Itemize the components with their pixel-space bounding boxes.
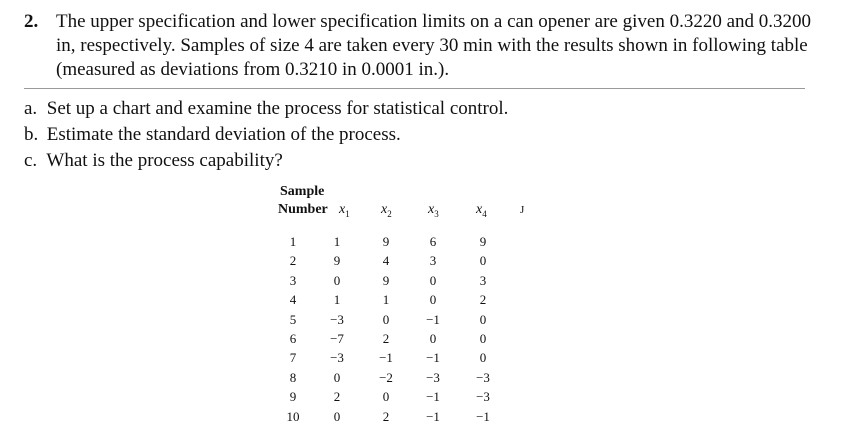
- x2-cell: 0: [382, 311, 390, 327]
- part-c: [24, 148, 508, 174]
- sample-number-cell: 2: [289, 253, 297, 269]
- x4-cell: −3: [476, 369, 490, 385]
- divider: [24, 88, 805, 89]
- x4-cell: 0: [479, 350, 487, 366]
- problem-number: 2.: [24, 11, 39, 32]
- x4-cell: 9: [479, 234, 487, 249]
- x3-cell: −1: [426, 389, 440, 405]
- x1-cell: −7: [330, 330, 344, 346]
- part-b: [24, 122, 508, 148]
- x1-cell: −3: [330, 350, 344, 366]
- table-row: [276, 234, 506, 253]
- x1-cell: 0: [333, 272, 341, 288]
- table-row: [276, 253, 506, 272]
- x2-cell: −2: [379, 369, 393, 385]
- part-a-text: Set up a chart and examine the process for statistical control.: [46, 98, 509, 119]
- x3-cell: −1: [426, 350, 440, 366]
- x2-cell: 9: [382, 272, 390, 288]
- sample-number-cell: 10: [286, 408, 300, 424]
- table-row: [276, 389, 506, 408]
- stray-mark: J: [520, 204, 525, 216]
- header-row: [276, 202, 536, 220]
- x3-cell: −3: [426, 369, 440, 385]
- x4-cell: 0: [479, 330, 487, 346]
- table-row: [276, 409, 506, 428]
- x4-cell: 3: [479, 272, 487, 288]
- sample-number-cell: 7: [289, 350, 297, 366]
- table-row: [276, 331, 506, 350]
- part-b-text: Estimate the standard deviation of the process.: [46, 124, 401, 145]
- question-parts: [24, 96, 508, 174]
- sample-number-cell: 8: [289, 369, 297, 385]
- x2-cell: 4: [382, 253, 390, 269]
- table-row: [276, 292, 506, 311]
- x1-cell: 0: [333, 369, 341, 385]
- x2-cell: 9: [382, 234, 390, 249]
- header-x3: $x_3$: [428, 202, 439, 219]
- x3-cell: 0: [429, 272, 437, 288]
- part-a: [24, 96, 508, 122]
- table-row: [276, 350, 506, 369]
- header-x1: $x_1$: [339, 202, 350, 219]
- sample-number-cell: 9: [289, 389, 297, 405]
- table-body: [276, 234, 506, 428]
- x3-cell: 0: [429, 292, 437, 308]
- x4-cell: −3: [476, 389, 490, 405]
- problem-statement: The upper specification and lower specification limits on a can opener are given 0.3220 and 0.3200 in, respectively. Samples of size 4 are taken every 30 min with the results shown in following table (measured as deviations from 0.3210 in 0.0001 in.).: [56, 11, 811, 80]
- x2-cell: 1: [382, 292, 390, 308]
- sample-number-cell: 4: [289, 292, 297, 308]
- x2-cell: −1: [379, 350, 393, 366]
- x1-cell: 1: [333, 234, 341, 249]
- sample-number-cell: 1: [289, 234, 297, 249]
- x1-cell: 2: [333, 389, 341, 405]
- sample-number-cell: 3: [289, 272, 297, 288]
- x1-cell: 1: [333, 292, 341, 308]
- x1-cell: 9: [333, 253, 341, 269]
- header-x4: $x_4$: [476, 202, 487, 219]
- table-row: [276, 312, 506, 331]
- x4-cell: 2: [479, 292, 487, 308]
- x3-cell: −1: [426, 311, 440, 327]
- sample-number-cell: 5: [289, 311, 297, 327]
- header-sample: Sample: [280, 184, 325, 199]
- part-a-label: a.: [24, 98, 38, 119]
- part-b-label: b.: [24, 124, 39, 145]
- x1-cell: 0: [333, 408, 341, 424]
- x4-cell: 0: [479, 253, 487, 269]
- header-x2: $x_2$: [381, 202, 392, 219]
- x1-cell: −3: [330, 311, 344, 327]
- x3-cell: −1: [426, 408, 440, 424]
- sample-number-cell: 6: [289, 330, 297, 346]
- x4-cell: −1: [476, 408, 490, 424]
- x2-cell: 2: [382, 408, 390, 424]
- part-c-label: c.: [24, 150, 38, 171]
- x3-cell: 0: [429, 330, 437, 346]
- x4-cell: 0: [479, 311, 487, 327]
- x3-cell: 3: [429, 253, 437, 269]
- table-row: [276, 273, 506, 292]
- x2-cell: 2: [382, 330, 390, 346]
- table-row: [276, 370, 506, 389]
- header-number: Number: [278, 202, 328, 217]
- x2-cell: 0: [382, 389, 390, 405]
- x3-cell: 6: [429, 234, 437, 249]
- part-c-text: What is the process capability?: [46, 150, 283, 171]
